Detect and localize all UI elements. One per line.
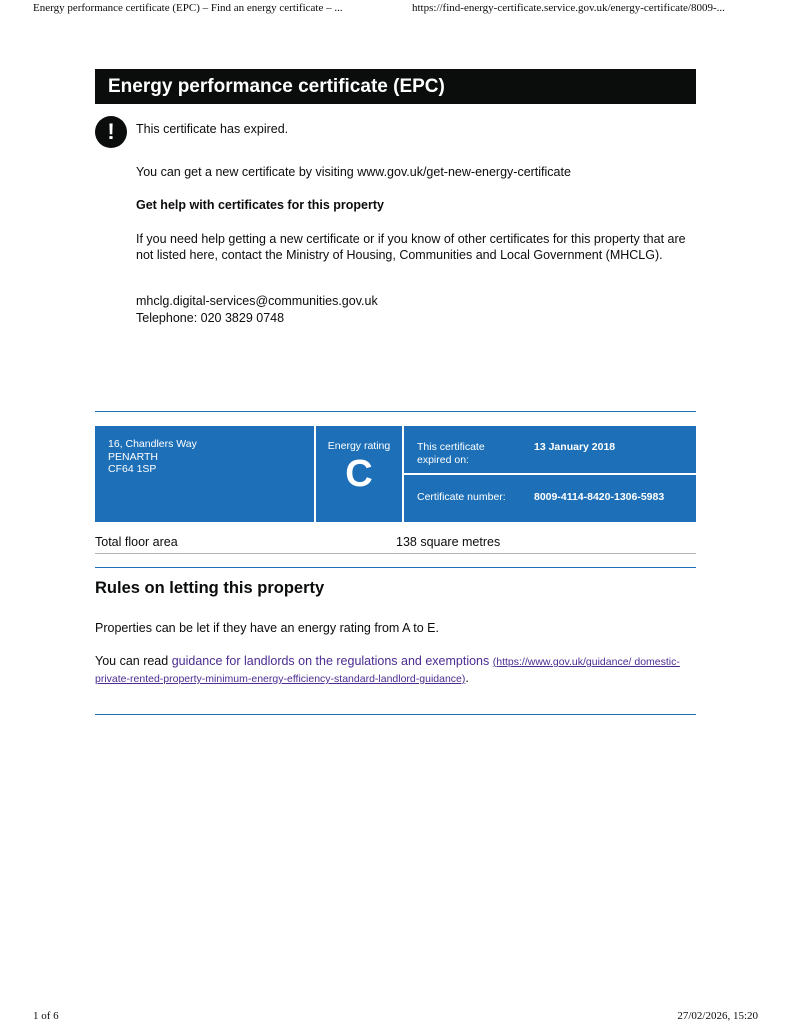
page-number: 1 of 6: [33, 1010, 59, 1022]
print-footer: [0, 1010, 791, 1024]
floor-area-value: 138 square metres: [396, 535, 501, 549]
expired-notice: This certificate has expired.: [136, 122, 289, 136]
new-certificate-text: You can get a new certificate by visiting www.gov.uk/get-new-energy-certificate: [136, 165, 571, 179]
help-heading: Get help with certificates for this property: [136, 198, 384, 212]
energy-rating-letter: C: [345, 453, 373, 495]
print-header: [0, 0, 791, 18]
certificate-number: 8009-4114-8420-1306-5983: [534, 491, 665, 503]
expiry-box: [404, 426, 696, 473]
contact-telephone: Telephone: 020 3829 0748: [136, 311, 285, 325]
guidance-suffix: .: [465, 671, 469, 685]
address-postcode: CF64 1SP: [108, 463, 157, 475]
certificate-number-label: Certificate number:: [417, 491, 506, 503]
floor-area-row: [95, 534, 696, 554]
energy-rating-box: [316, 426, 402, 522]
contact-email: mhclg.digital-services@communities.gov.uk: [136, 294, 378, 308]
section-divider: [95, 714, 696, 715]
landlord-guidance-link[interactable]: guidance for landlords on the regulations and exemptions: [171, 654, 490, 668]
guidance-paragraph: [95, 653, 696, 687]
energy-rating-label: Energy rating: [327, 440, 391, 452]
floor-area-label: Total floor area: [95, 535, 178, 549]
expiry-date: 13 January 2018: [534, 441, 616, 453]
property-address: [95, 426, 314, 522]
expiry-label: This certificate expired on:: [417, 441, 485, 466]
print-header-url: https://find-energy-certificate.service.gov.uk/energy-certificate/8009-...: [412, 2, 725, 14]
address-line-2: PENARTH: [108, 450, 158, 463]
print-header-title: Energy performance certificate (EPC) – Find an energy certificate – ...: [33, 2, 343, 14]
section-divider: [95, 411, 696, 412]
landlord-guidance-url[interactable]: (https://www.gov.uk/guidance/ domestic-private-rented-property-minimum-energy-efficiency-standard-landlord-guidance): [95, 656, 680, 685]
letting-rules-heading: Rules on letting this property: [95, 579, 325, 597]
section-divider: [95, 567, 696, 568]
guidance-prefix: You can read: [95, 654, 172, 668]
page-title: Energy performance certificate (EPC): [95, 69, 696, 104]
help-body: If you need help getting a new certificate or if you know of other certificates for this property that are not listed here, contact the Ministry of Housing, Communities and Local Government (MHCLG).: [136, 232, 686, 262]
address-line-1: 16, Chandlers Way: [108, 438, 197, 450]
certificate-number-box: [404, 475, 696, 522]
letting-rule-text: Properties can be let if they have an energy rating from A to E.: [95, 621, 439, 635]
print-timestamp: 27/02/2026, 15:20: [677, 1010, 758, 1022]
certificate-summary-panel: [95, 426, 696, 522]
warning-icon: !: [95, 116, 127, 148]
